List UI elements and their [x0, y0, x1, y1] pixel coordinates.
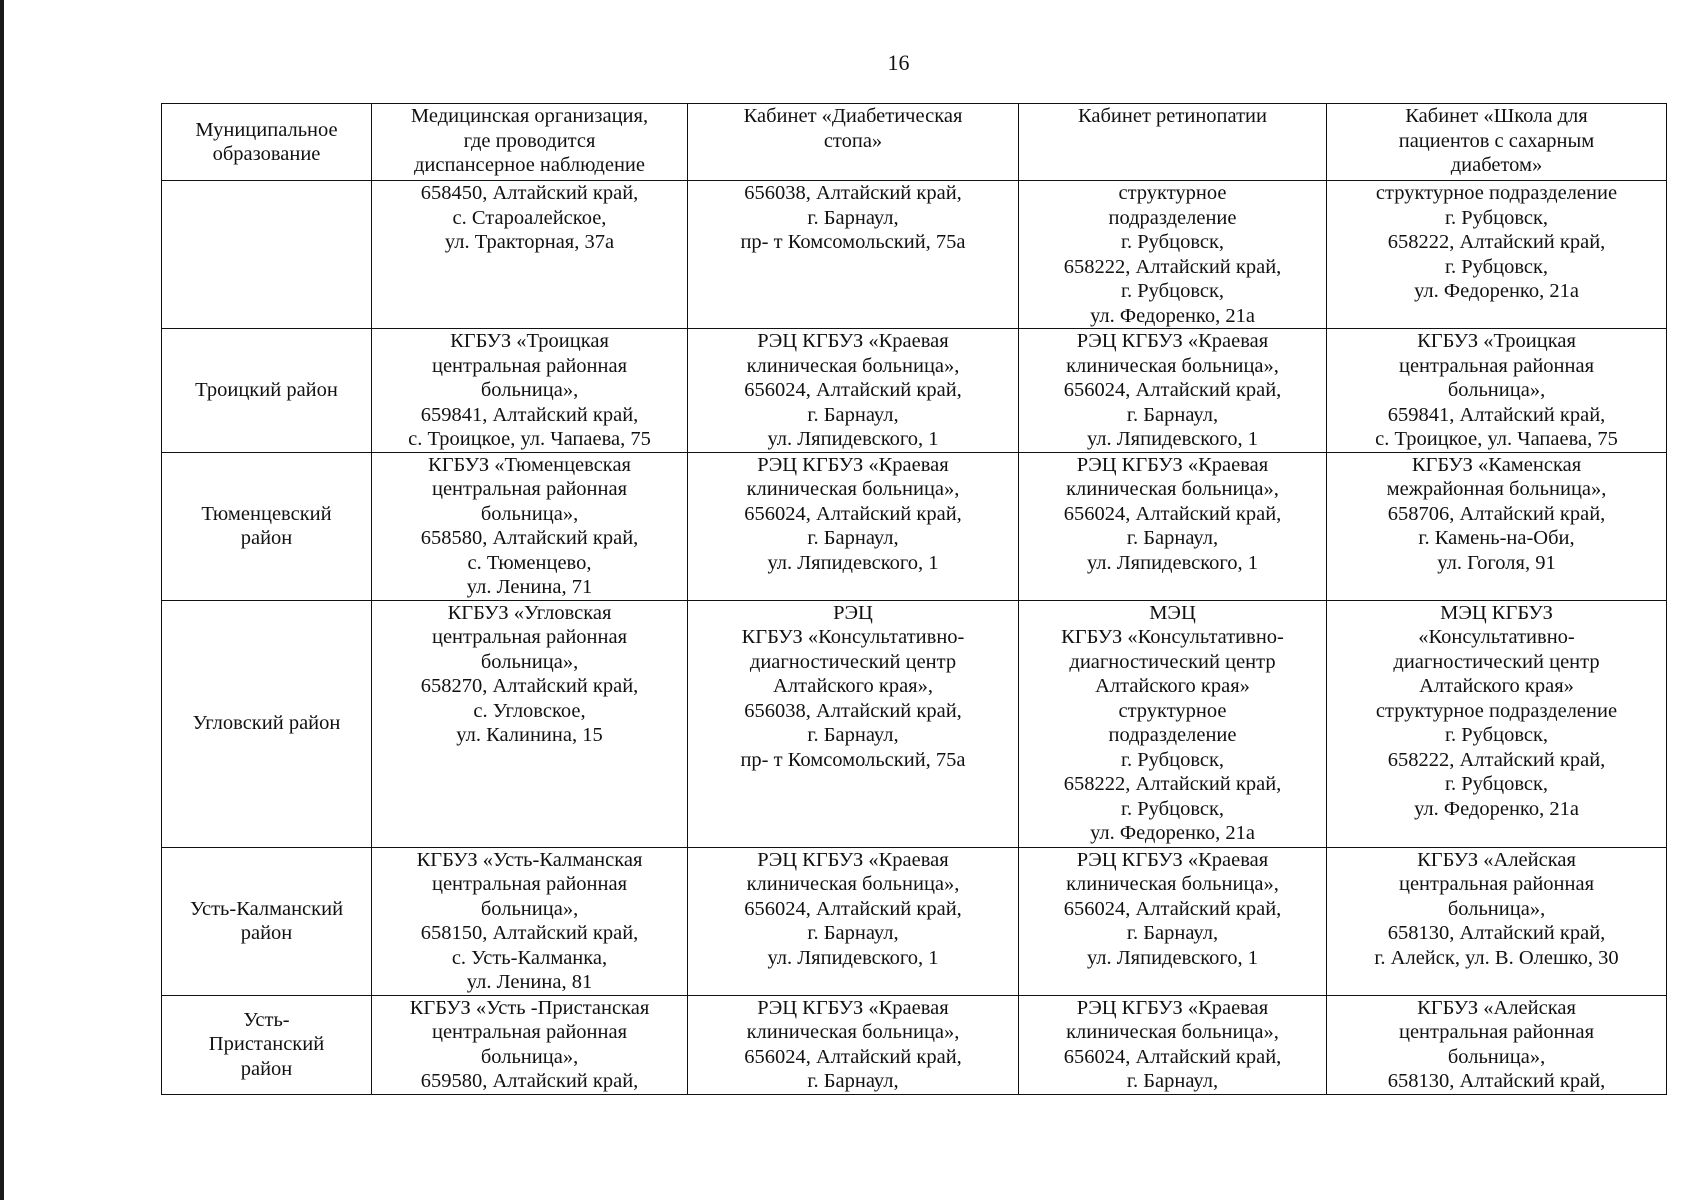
- cell-school: КГБУЗ «Алейская центральная районная больница», 658130, Алтайский край, г. Алейск, ул. В. Олешко, 30: [1327, 847, 1667, 995]
- table-row: [162, 847, 1667, 995]
- cell-diabetic-foot: РЭЦ КГБУЗ «Краевая клиническая больница», 656024, Алтайский край, г. Барнаул, ул. Ляпидевского, 1: [688, 847, 1019, 995]
- table-row: [162, 329, 1667, 453]
- cell-retinopathy: РЭЦ КГБУЗ «Краевая клиническая больница», 656024, Алтайский край, г. Барнаул, ул. Ляпидевского, 1: [1019, 847, 1327, 995]
- cell-school: КГБУЗ «Алейская центральная районная больница», 658130, Алтайский край,: [1327, 995, 1667, 1094]
- page-number: 16: [887, 50, 910, 75]
- cell-diabetic-foot: РЭЦ КГБУЗ «Краевая клиническая больница», 656024, Алтайский край, г. Барнаул, ул. Ляпидевского, 1: [688, 329, 1019, 453]
- cell-municipality: Тюменцевский район: [162, 452, 372, 600]
- cell-diabetic-foot: РЭЦ КГБУЗ «Краевая клиническая больница», 656024, Алтайский край, г. Барнаул, ул. Ляпидевского, 1: [688, 452, 1019, 600]
- cell-organization: КГБУЗ «Тюменцевская центральная районная больница», 658580, Алтайский край, с. Тюменцево, ул. Ленина, 71: [372, 452, 688, 600]
- cell-diabetic-foot: РЭЦ КГБУЗ «Краевая клиническая больница», 656024, Алтайский край, г. Барнаул,: [688, 995, 1019, 1094]
- cell-school: КГБУЗ «Троицкая центральная районная больница», 659841, Алтайский край, с. Троицкое, ул. Чапаева, 75: [1327, 329, 1667, 453]
- cell-school: структурное подразделение г. Рубцовск, 658222, Алтайский край, г. Рубцовск, ул. Федоренко, 21а: [1327, 181, 1667, 329]
- cell-diabetic-foot: 656038, Алтайский край, г. Барнаул, пр- т Комсомольский, 75а: [688, 181, 1019, 329]
- cell-municipality: Угловский район: [162, 600, 372, 847]
- scan-edge-line: [0, 0, 4, 1200]
- cell-organization: 658450, Алтайский край, с. Староалейское, ул. Тракторная, 37а: [372, 181, 688, 329]
- cell-municipality: [162, 181, 372, 329]
- cell-retinopathy: РЭЦ КГБУЗ «Краевая клиническая больница», 656024, Алтайский край, г. Барнаул,: [1019, 995, 1327, 1094]
- header-organization: Медицинская организация, где проводится диспансерное наблюдение: [372, 104, 688, 181]
- cell-retinopathy: РЭЦ КГБУЗ «Краевая клиническая больница», 656024, Алтайский край, г. Барнаул, ул. Ляпидевского, 1: [1019, 329, 1327, 453]
- cell-organization: КГБУЗ «Троицкая центральная районная больница», 659841, Алтайский край, с. Троицкое, ул. Чапаева, 75: [372, 329, 688, 453]
- header-retinopathy: Кабинет ретинопатии: [1019, 104, 1327, 181]
- cell-retinopathy: МЭЦ КГБУЗ «Консультативно- диагностический центр Алтайского края» структурное подразделение г. Рубцовск, 658222, Алтайский край, г. Рубцовск, ул. Федоренко, 21а: [1019, 600, 1327, 847]
- cell-organization: КГБУЗ «Усть-Калманская центральная районная больница», 658150, Алтайский край, с. Усть-Калманка, ул. Ленина, 81: [372, 847, 688, 995]
- table-row: [162, 181, 1667, 329]
- cell-school: МЭЦ КГБУЗ «Консультативно- диагностический центр Алтайского края» структурное подразделение г. Рубцовск, 658222, Алтайский край, г. Рубцовск, ул. Федоренко, 21а: [1327, 600, 1667, 847]
- cell-municipality: Усть- Пристанский район: [162, 995, 372, 1094]
- cell-municipality: Троицкий район: [162, 329, 372, 453]
- header-school: Кабинет «Школа для пациентов с сахарным диабетом»: [1327, 104, 1667, 181]
- cell-retinopathy: структурное подразделение г. Рубцовск, 658222, Алтайский край, г. Рубцовск, ул. Федоренко, 21а: [1019, 181, 1327, 329]
- cell-municipality: Усть-Калманский район: [162, 847, 372, 995]
- clinics-table: [161, 103, 1667, 1095]
- table-row: [162, 452, 1667, 600]
- header-diabetic-foot: Кабинет «Диабетическая стопа»: [688, 104, 1019, 181]
- cell-organization: КГБУЗ «Усть -Пристанская центральная районная больница», 659580, Алтайский край,: [372, 995, 688, 1094]
- table-row: [162, 600, 1667, 847]
- cell-organization: КГБУЗ «Угловская центральная районная больница», 658270, Алтайский край, с. Угловское, ул. Калинина, 15: [372, 600, 688, 847]
- header-municipality: Муниципальное образование: [162, 104, 372, 181]
- cell-school: КГБУЗ «Каменская межрайонная больница», 658706, Алтайский край, г. Камень-на-Оби, ул. Гоголя, 91: [1327, 452, 1667, 600]
- table-row: [162, 995, 1667, 1094]
- table-header-row: [162, 104, 1667, 181]
- cell-diabetic-foot: РЭЦ КГБУЗ «Консультативно- диагностический центр Алтайского края», 656038, Алтайский край, г. Барнаул, пр- т Комсомольский, 75а: [688, 600, 1019, 847]
- cell-retinopathy: РЭЦ КГБУЗ «Краевая клиническая больница», 656024, Алтайский край, г. Барнаул, ул. Ляпидевского, 1: [1019, 452, 1327, 600]
